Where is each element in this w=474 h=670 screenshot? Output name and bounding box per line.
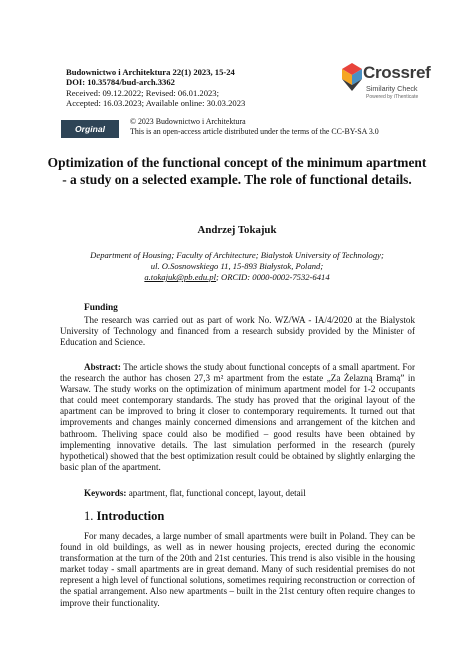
journal-citation: Budownictwo i Architektura 22(1) 2023, 15-24 [66,67,235,77]
introduction-text: For many decades, a large number of small apartments were built in Poland. They can be found in old buildings, as well as in newer housing projects, erected during the economic transformation at the turn of the 20th and 21st centuries. This trend is also visible in the housing market today - small apartments are in great demand. Many of such residential premises do not represent a high level of functional solutions, sometimes requiring reconstruction or correction of the spatial arrangement. Also new apartments – built in the 21st century often require changes to improve their functionality. [60,531,415,608]
crossref-logo-icon [340,61,364,93]
affiliation-address: ul. O.Sosnowskiego 11, 15-893 Białystok, Poland; [150,261,324,271]
article-title: Optimization of the functional concept of the minimum apartment - a study on a selected example. The role of functional details. [47,155,427,187]
section-title: Introduction [96,509,165,523]
copyright-line: © 2023 Budownictwo i Architektura [130,117,246,126]
orcid-text: ; ORCID: 0000-0002-7532-6414 [216,272,330,282]
funding-text: The research was carried out as part of work No. WZ/WA - IA/4/2020 at the Bialystok University of Technology and financed from a research subsidy provided by the Minister of Education and Science. [60,315,415,348]
affiliation-department: Department of Housing; Faculty of Architecture; Bialystok University of Technology; [90,250,384,260]
accepted-dates: Accepted: 16.03.2023; Available online: 30.03.2023 [66,98,246,109]
license-note [130,117,430,137]
introduction-paragraph [60,531,415,609]
abstract-paragraph [60,362,415,473]
received-dates: Received: 09.12.2022; Revised: 06.01.2023; [66,87,219,98]
author-name: Andrzej Tokajuk [197,224,277,236]
abstract-text: The article shows the study about functional concepts of a small apartment. For the research the author has chosen 27,3 m² apartment from the estate „Za Żelazną Bramą” in Warsaw. The study works on the optimization of minimum apartment model for 1-2 occupants that could meet contemporary standards. The study has proved that the original layout of the apartment can be improved to bring it closer to contemporary requirements. It turned out that improvements and changes mainly concerned dimensions and arrangement of the kitchen and bathroom. Theliving space could also be modified – good results have been obtained by implementing innovative details. The last simulation performed in the research (purely hypothetical) showed that the best optimization result could be obtained by slightly enlarging the basic plan of the apartment. [60,362,415,472]
crossref-wordmark: Crossref [363,63,431,82]
funding-heading: Funding [84,303,118,313]
journal-header [66,67,296,109]
section-number: 1. [84,509,94,523]
author-email-link[interactable]: a.tokajuk@pb.edu.pl [144,272,216,282]
affiliation-contact [60,272,414,283]
license-line: This is an open-access article distributed under the terms of the CC-BY-SA 3.0 [130,127,379,136]
powered-by-label: Powered by iThenticate [366,94,419,100]
funding-paragraph [60,315,415,348]
abstract-label: Abstract: [84,362,121,372]
doi-link[interactable]: DOI: 10.35784/bud-arch.3362 [66,77,175,88]
affiliation [60,250,414,283]
keywords-text: apartment, flat, functional concept, layout, detail [126,488,306,498]
similarity-check-label: Similarity Check [366,84,418,93]
keywords-paragraph [60,488,415,499]
introduction-heading [84,509,164,524]
keywords-label: Keywords: [84,488,127,498]
article-type-badge: Orginal Article [61,120,119,138]
